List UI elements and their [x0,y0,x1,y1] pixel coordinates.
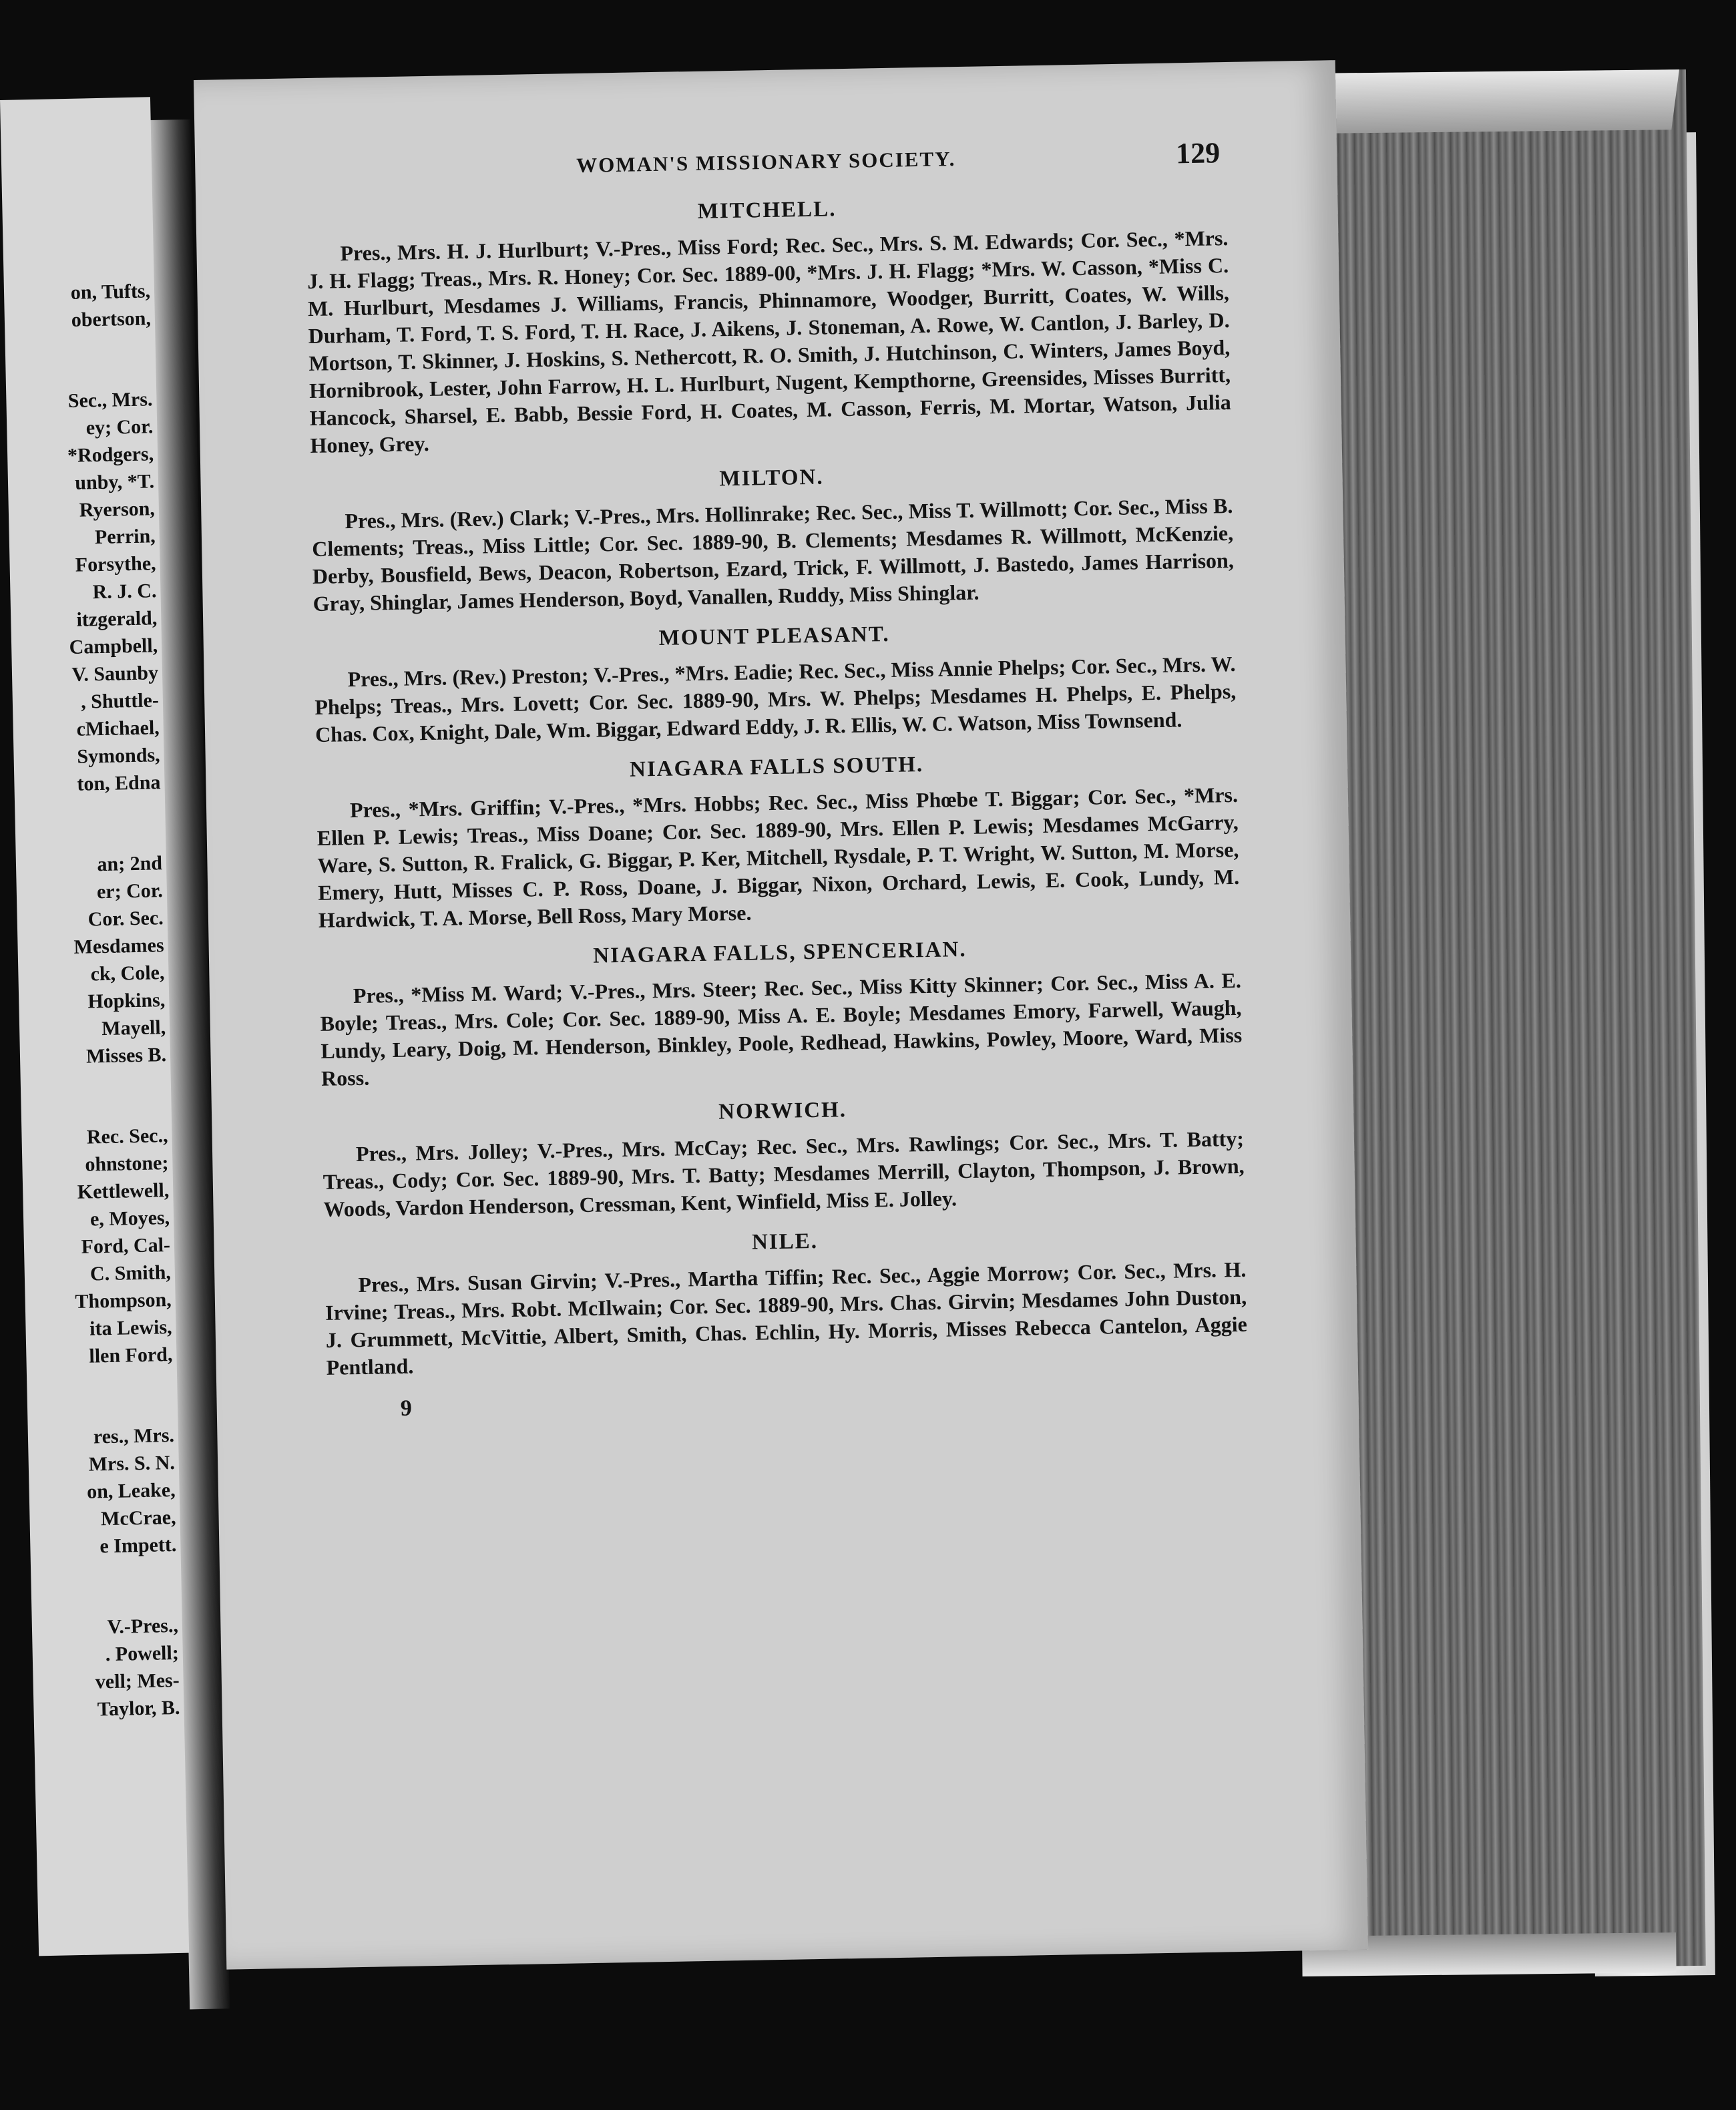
left-page-line: llen Ford, [89,1343,173,1367]
left-page-line: unby, *T. [74,470,155,494]
left-page-line [19,1368,174,1425]
society-entry [324,1222,1248,1382]
left-page-line: ohnstone; [85,1152,169,1176]
page-number: 129 [1175,136,1221,170]
main-page [194,60,1368,1969]
left-page-line: ita Lewis, [89,1316,172,1340]
left-page-line: C. Smith, [89,1261,172,1285]
left-page-line: R. J. C. [92,580,157,604]
left-page-line: obertson, [71,307,152,331]
entry-text: Pres., *Mrs. Griffin; V.-Pres., *Mrs. Hobbs; Rec. Sec., Miss Phœbe T. Biggar; Cor. Sec., *Mrs. Ellen P. Lewis; Treas., Miss Doane; Cor. Sec. 1889-90, Mrs. Ellen P. Lewis; Mesdames McGarry, Ware, S. Sutton, R. Fralick, G. Biggar, P. Ker, Mitchell, Rysdale, P. T. Wright, W. Sutton, M. Morse, Emery, Hutt, Misses C. P. Ross, Doane, J. Biggar, Nixon, Orchard, Lewis, E. Cook, Lundy, M. Hardwick, T. A. Morse, Bell Ross, Mary Morse. [316,782,1240,932]
entry-heading: NORWICH. [718,1098,847,1124]
society-entry [322,1091,1245,1223]
society-entry [306,190,1231,459]
left-page-line [7,796,162,853]
entry-text: Pres., Mrs. Susan Girvin; V.-Pres., Martha Tiffin; Rec. Sec., Aggie Morrow; Cor. Sec., Mrs. H. Irvine; Treas., Mrs. Robt. McIlwain; Cor. Sec. 1889-90, Mrs. Chas. Girvin; Mesdames John Duston, J. Grummett, McVittie, Albert, Smith, Chas. Echlin, Hy. Morris, Misses Rebecca Cantelon, Aggie Pentland. [324,1257,1248,1380]
left-page-line: Mayell, [101,1016,166,1040]
left-page-line: Sec., Mrs. [67,388,153,412]
left-page-line: McCrae, [100,1506,176,1530]
page-edges-top [1297,69,1679,134]
left-page-line: on, Tufts, [70,280,151,304]
left-page-line: , Shuttle- [80,689,160,713]
page-content [305,136,1249,1423]
left-page-line: e Impett. [99,1533,177,1558]
left-page-line: Thompson, [75,1289,172,1313]
left-page-line: Mrs. S. N. [88,1451,176,1476]
left-page-line: Kettlewell, [77,1179,170,1203]
left-page-line: on, Leake, [86,1478,176,1503]
left-page-text [0,277,180,1724]
left-page-line: V. Saunby [71,662,159,686]
society-entry [313,616,1237,749]
left-page-line: Misses B. [85,1044,167,1068]
left-page-line: *Rodgers, [67,443,154,467]
entry-heading: MITCHELL. [697,197,837,224]
left-page-line: V.-Pres., [107,1614,179,1639]
left-page-line: Cor. Sec. [87,907,164,931]
page-edges [1305,69,1706,1970]
society-entry [316,747,1240,934]
left-page-line: cMichael, [76,716,160,741]
left-page-line: Mesdames [73,934,164,958]
entry-heading: NILE. [751,1229,819,1255]
entry-text: Pres., Mrs. (Rev.) Preston; V.-Pres., *Mrs. Eadie; Rec. Sec., Miss Annie Phelps; Cor. Sec., Mrs. W. Phelps; Treas., Mrs. Lovett; Cor. Sec. 1889-90, Mrs. W. Phelps; Mesdames H. Phelps, E. Phelps, Chas. Cox, Knight, Dale, Wm. Biggar, Edward Eddy, J. R. Ellis, W. C. Watson, Miss Townsend. [314,651,1237,747]
signature-mark: 9 [400,1396,413,1421]
left-page-line: ton, Edna [77,771,161,795]
left-page-line: Ryerson, [79,497,156,521]
left-page-line: Campbell, [69,634,158,659]
running-title: WOMAN'S MISSIONARY SOCIETY. [576,147,956,178]
entry-text: Pres., Mrs. (Rev.) Clark; V.-Pres., Mrs. Hollinrake; Rec. Sec., Miss T. Willmott; Cor. Sec., Miss B. Clements; Treas., Miss Little; Cor. Sec. 1889-90, B. Clements; Mesdames R. Willmott, McKenzie, Derby, Bousfield, Bews, Deacon, Robertson, Ezard, Trick, F. Willmott, J. Bastedo, James Harrison, Gray, Shinglar, James Henderson, Boyd, Vanallen, Ruddy, Miss Shinglar. [311,493,1235,616]
society-entry [319,933,1243,1092]
left-page-line: e, Moyes, [89,1207,170,1231]
entry-heading: NIAGARA FALLS SOUTH. [629,753,924,782]
running-head [305,136,1227,192]
left-page-line [13,1068,168,1125]
left-page-line: er; Cor. [96,879,164,903]
left-page-line: vell; Mes- [95,1669,180,1693]
left-page-line: an; 2nd [97,852,163,876]
left-page-line: Ford, Cal- [81,1234,171,1258]
left-page-line [0,332,152,389]
left-page-line: ey; Cor. [85,415,154,439]
left-page-line: itzgerald, [76,607,158,631]
left-page-line: Forsythe, [75,552,156,576]
left-page-line: ck, Cole, [90,962,165,986]
entry-heading: MILTON. [719,465,824,491]
entry-text: Pres., Mrs. H. J. Hurlburt; V.-Pres., Miss Ford; Rec. Sec., Mrs. S. M. Edwards; Cor. Sec., *Mrs. J. H. Flagg; Treas., Mrs. R. Honey; Cor. Sec. 1889-00, *Mrs. J. H. Flagg; *Mrs. W. Casson, *Miss C. M. Hurlburt, Mesdames J. Williams, Francis, Phinnamore, Woodger, Burritt, Coates, W. Wills, Durham, T. Ford, T. S. Ford, T. H. Race, J. Aikens, J. Stoneman, A. Rowe, W. Cantlon, J. Barley, D. Mortson, T. Skinner, J. Hoskins, S. Nethercott, R. O. Smith, J. Hutchinson, C. Winters, James Boyd, Hornibrook, Lester, John Farrow, H. L. Hurlburt, Nugent, Kempthorne, Greensides, Misses Burritt, Hancock, Sharsel, E. Babb, Bessie Ford, H. Coates, M. Casson, Ferris, M. Mortar, Watson, Julia Honey, Grey. [306,225,1231,458]
entry-heading: NIAGARA FALLS, SPENCERIAN. [593,937,967,968]
left-page-line: . Powell; [105,1641,180,1666]
left-page-line: Rec. Sec., [86,1124,168,1148]
entry-text: Pres., Mrs. Jolley; V.-Pres., Mrs. McCay; Rec. Sec., Mrs. Rawlings; Cor. Sec., Mrs. T. Batty; Treas., Cody; Cor. Sec. 1889-90, Mrs. T. Batty; Mesdames Merrill, Clayton, Thompson, J. Brown, Woods, Vardon Henderson, Cressman, Kent, Winfield, Miss E. Jolley. [322,1126,1245,1221]
left-page-line: Symonds, [77,744,160,768]
left-page-line: res., Mrs. [93,1424,175,1448]
left-page-line: Taylor, B. [97,1696,180,1721]
left-page-line: Hopkins, [87,989,166,1013]
left-page-line: Perrin, [94,525,156,549]
entry-text: Pres., *Miss M. Ward; V.-Pres., Mrs. Steer; Rec. Sec., Miss Kitty Skinner; Cor. Sec., Miss A. E. Boyle; Treas., Mrs. Cole; Cor. Sec. 1889-90, Miss A. E. Boyle; Mesdames Emory, Farwell, Waugh, Lundy, Leary, Doig, M. Henderson, Binkley, Poole, Redhead, Hawkins, Powley, Moore, Ward, Miss Ross. [320,968,1243,1090]
entry-heading: MOUNT PLEASANT. [658,622,890,650]
left-page-line [23,1558,178,1615]
society-entry [310,458,1235,618]
